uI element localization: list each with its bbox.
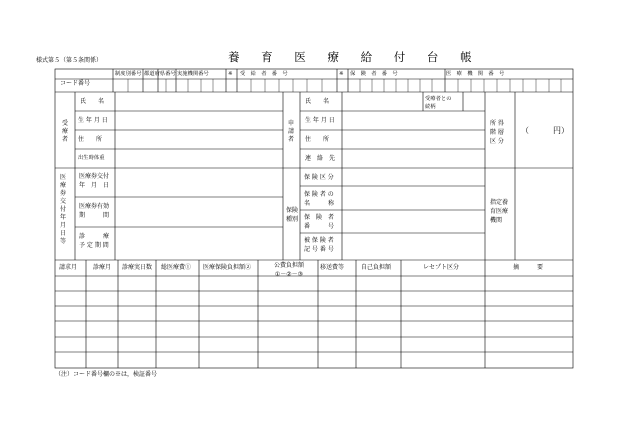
billing-header-total-cost: 総医療費① bbox=[161, 264, 192, 271]
recipient-name-label: 氏 名 bbox=[80, 98, 105, 105]
birth-weight-label: 出生時体重 bbox=[78, 155, 105, 161]
agency-number-header: 実施機関番号 bbox=[177, 71, 209, 77]
ticket-issue-date-label: 医療券交付 年 月 日 bbox=[79, 173, 110, 189]
billing-header-treatment-month: 診療月 bbox=[93, 264, 112, 271]
billing-header-insurance-burden: 医療保険負担額② bbox=[203, 264, 252, 271]
recipient-birth-label: 生 年 月 日 bbox=[78, 117, 108, 124]
billing-header-actual-days: 診療実日数 bbox=[122, 264, 153, 271]
recipient-number-header: 受 給 者 番 号 bbox=[240, 71, 288, 77]
designated-institution-label: 指定養 育医療 機関 bbox=[490, 199, 509, 224]
income-class-label: 所 得 階 層 区 分 bbox=[490, 120, 504, 145]
billing-header-self-burden: 自己負担額 bbox=[361, 264, 392, 271]
ticket-valid-period-label: 医療券有効 期 間 bbox=[79, 203, 110, 219]
form-border bbox=[55, 69, 573, 368]
income-value: （ 円） bbox=[521, 126, 569, 135]
billing-header-transport: 移送費等 bbox=[320, 264, 345, 271]
billing-header-receipt-class: レセプト区分 bbox=[423, 264, 460, 271]
billing-header-remarks: 摘 要 bbox=[513, 264, 544, 271]
ticket-group-label: 医 療 券 交 付 年 月 日 等 bbox=[60, 174, 67, 245]
relationship-label: 受療者との 続柄 bbox=[425, 96, 452, 110]
footnote: （注）コード番号欄の※は，検証番号 bbox=[55, 371, 158, 378]
page-title: 養 育 医 療 給 付 台 帳 bbox=[228, 50, 481, 64]
system-number-header: 制度別番号 bbox=[115, 71, 142, 77]
insurance-type-label: 保険 種別 bbox=[286, 207, 299, 223]
form-label: 様式第５（第５条関係） bbox=[36, 57, 103, 64]
code-number-label: コード番号 bbox=[60, 80, 91, 87]
prefecture-number-header: 都道府県番号 bbox=[144, 71, 176, 77]
check-digit-header-1: ※ bbox=[228, 71, 233, 77]
form-lines bbox=[55, 69, 573, 368]
applicant-group-label: 申 請 者 bbox=[288, 120, 295, 143]
applicant-contact-label: 連 絡 先 bbox=[305, 155, 336, 162]
insurer-number-label: 保 険 者 番 号 bbox=[304, 214, 335, 230]
applicant-name-label: 氏 名 bbox=[305, 98, 330, 105]
recipient-address-label: 住 所 bbox=[78, 136, 103, 143]
insured-number-label: 被 保 険 者 記 号 番 号 bbox=[304, 237, 334, 253]
applicant-birth-label: 生 年 月 日 bbox=[305, 117, 335, 124]
treatment-period-label: 診 療 予 定 期 間 bbox=[79, 233, 110, 249]
billing-header-request-month: 請求月 bbox=[59, 264, 78, 271]
billing-header-public-burden: 公費負担額 ①－②－③ bbox=[273, 262, 304, 278]
recipient-group-label: 受 療 者 bbox=[62, 120, 69, 143]
medical-institution-number-header: 医 療 機 関 番 号 bbox=[446, 71, 505, 77]
insurance-category-label: 保 険 区 分 bbox=[304, 174, 334, 181]
applicant-address-label: 住 所 bbox=[305, 136, 330, 143]
insurer-number-header: 保 険 者 番 号 bbox=[350, 71, 398, 77]
insurer-name-label: 保 険 者 の 名 称 bbox=[304, 191, 335, 207]
check-digit-header-2: ※ bbox=[339, 71, 344, 77]
